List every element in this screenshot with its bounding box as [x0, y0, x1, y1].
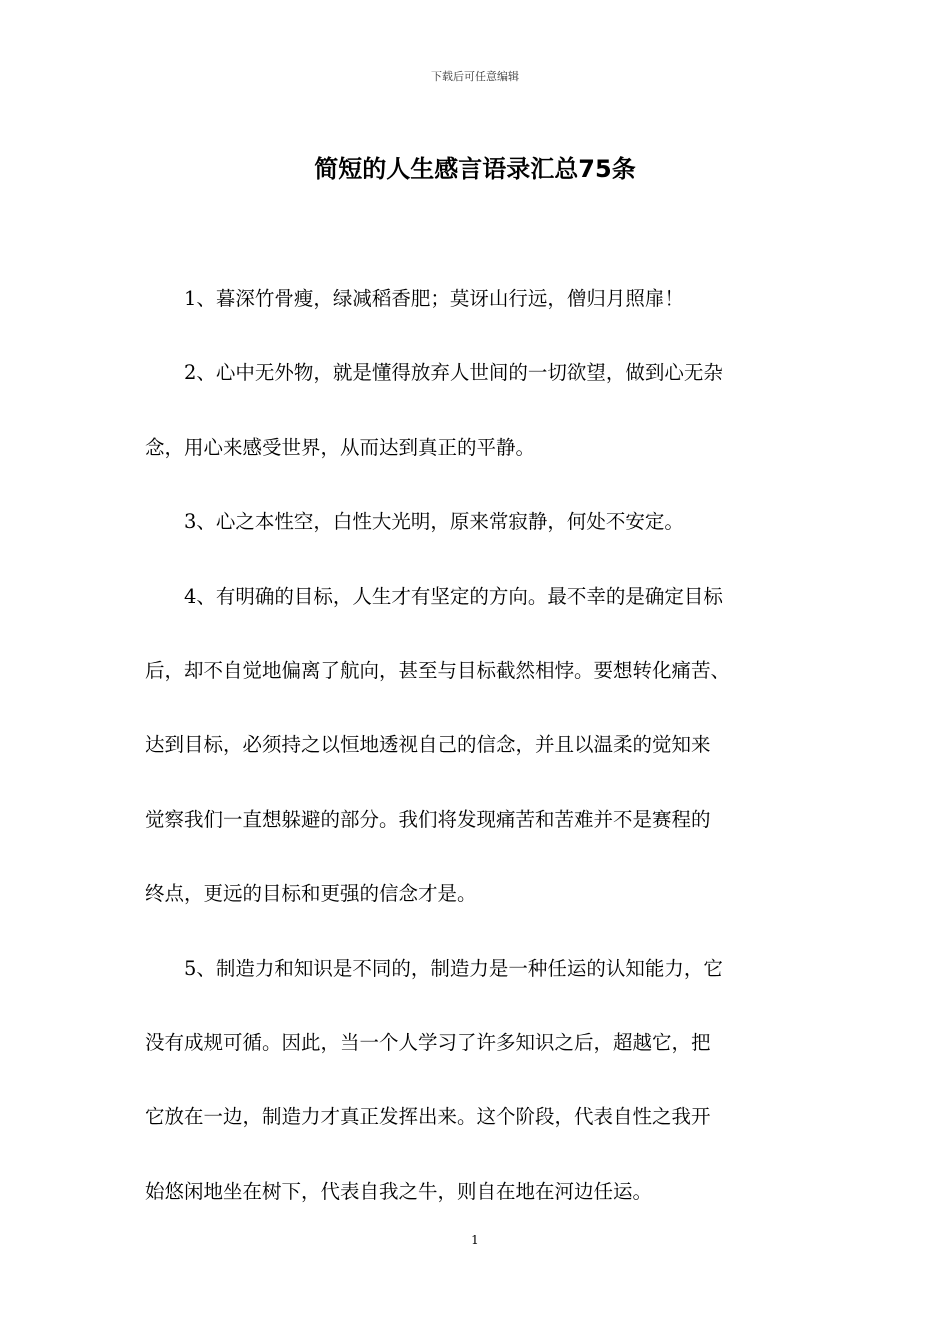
paragraph-line: 后，却不自觉地偏离了航向，甚至与目标截然相悖。要想转化痛苦、 — [145, 658, 731, 682]
document-title: 简短的人生感言语录汇总75条 — [314, 155, 636, 183]
paragraph-line: 始悠闲地坐在树下，代表自我之牛，则自在地在河边任运。 — [145, 1179, 653, 1203]
page-number: 1 — [471, 1233, 479, 1247]
paragraph-line: 4、有明确的目标，人生才有坚定的方向。最不幸的是确定目标 — [184, 584, 723, 608]
paragraph-line: 2、心中无外物，就是懂得放弃人世间的一切欲望，做到心无杂 — [184, 361, 723, 385]
paragraph-line: 它放在一边，制造力才真正发挥出来。这个阶段，代表自性之我开 — [145, 1105, 711, 1129]
paragraph-line: 达到目标，必须持之以恒地透视自己的信念，并且以温柔的觉知来 — [145, 733, 711, 757]
paragraph-line: 终点，更远的目标和更强的信念才是。 — [145, 882, 477, 906]
header-note: 下载后可任意编辑 — [431, 70, 519, 83]
paragraph-line: 没有成规可循。因此，当一个人学习了许多知识之后，超越它，把 — [145, 1030, 711, 1054]
paragraph-line: 念，用心来感受世界，从而达到真正的平静。 — [145, 435, 536, 459]
paragraph-2 — [145, 354, 835, 466]
paragraph-line: 5、制造力和知识是不同的，制造力是一种任运的认知能力，它 — [184, 956, 723, 980]
paragraph-1 — [145, 280, 835, 317]
paragraph-line: 1、暮深竹骨瘦，绿减稻香肥；莫讶山行远，僧归月照扉！ — [184, 287, 684, 310]
paragraph-line: 3、心之本性空，白性大光明，原来常寂静，何处不安定。 — [184, 510, 684, 534]
paragraph-3 — [145, 503, 835, 540]
paragraph-5 — [145, 950, 835, 1210]
document-body — [145, 280, 835, 1210]
paragraph-4 — [145, 578, 835, 913]
paragraph-line: 觉察我们一直想躲避的部分。我们将发现痛苦和苦难并不是赛程的 — [145, 807, 711, 831]
